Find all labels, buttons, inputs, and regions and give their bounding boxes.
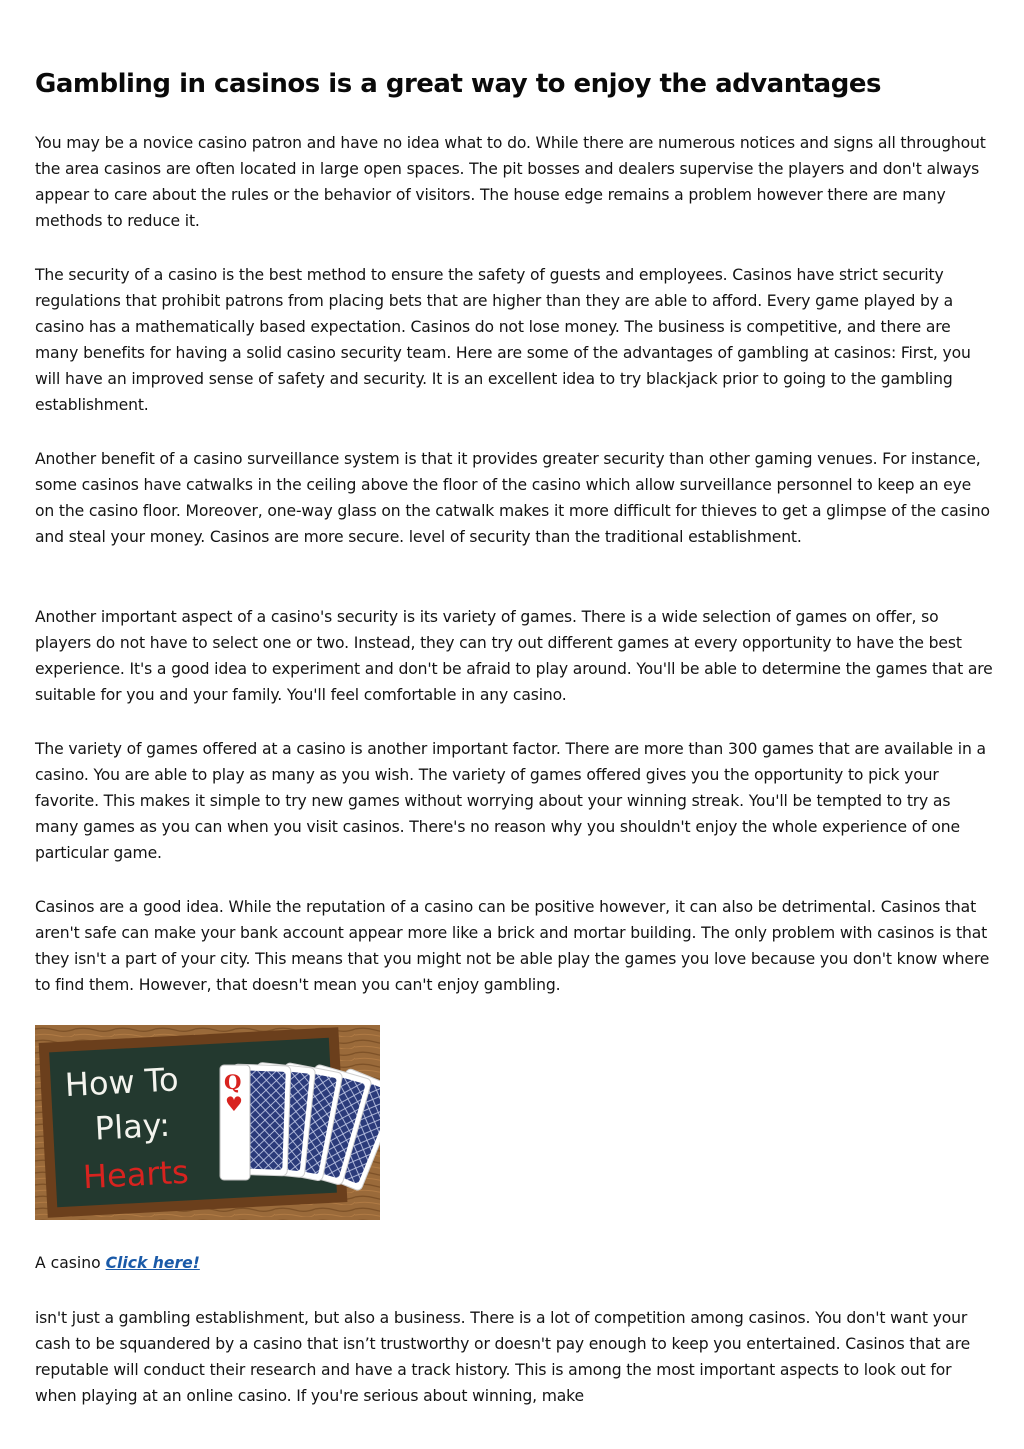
paragraph-5: The variety of games offered at a casino is another important factor. There are more than 300 games that are available in a casino. You are able to play as many as you wish. The variety of games offered gives you the opportunity to pick your favorite. This makes it simple to try new games without worrying about your winning streak. You'll be tempted to try as many games as you can when you visit casinos. There's no reason why you shouldn't enjoy the whole experience of one particular game. (35, 740, 986, 862)
link-line (35, 1250, 200, 1276)
play-text: Play: (93, 1105, 171, 1148)
paragraph-6: Casinos are a good idea. While the reputation of a casino can be positive however, it can also be detrimental. Casinos that aren't safe can make your bank account appear more like a brick and mortar building. The only problem with casinos is that they isn't a part of your city. This means that you might not be able play the games you love because you don't know where to find them. However, that doesn't mean you can't enjoy gambling. (35, 898, 990, 994)
how-to-text: How To (63, 1060, 180, 1105)
heart-suit-icon: ♥ (225, 1092, 243, 1116)
page-title: Gambling in casinos is a great way to enjoy the advantages (35, 69, 881, 99)
paragraph-2: The security of a casino is the best method to ensure the safety of guests and employees. Casinos have strict security regulations that prohibit patrons from placing bets that are higher than they are able to afford. Every game played by a casino has a mathematically based expectation. Casinos do not lose money. The business is competitive, and there are many benefits for having a solid casino security team. Here are some of the advantages of gambling at casinos: First, you will have an improved sense of safety and security. It is an excellent idea to try blackjack prior to going to the gambling establishment. (35, 266, 971, 414)
paragraph-3: Another benefit of a casino surveillance system is that it provides greater security than other gaming venues. For instance, some casinos have catwalks in the ceiling above the floor of the casino which allow surveillance personnel to keep an eye on the casino floor. Moreover, one-way glass on the catwalk makes it more difficult for thieves to get a glimpse of the casino and steal your money. Casinos are more secure. level of security than the traditional establishment. (35, 450, 990, 546)
paragraph-4: Another important aspect of a casino's security is its variety of games. There is a wide selection of games on offer, so players do not have to select one or two. Instead, they can try out different games at every opportunity to have the best experience. It's a good idea to experiment and don't be afraid to play around. You'll be able to determine the games that are suitable for you and your family. You'll feel comfortable in any casino. (35, 608, 993, 704)
card-rank: Q (224, 1070, 242, 1094)
click-here-link[interactable]: Click here! (105, 1254, 200, 1272)
hearts-text: Hearts (82, 1152, 190, 1197)
paragraph-1: You may be a novice casino patron and have no idea what to do. While there are numerous notices and signs all throughout the area casinos are often located in large open spaces. The pit bosses and dealers supervise the players and don't always appear to care about the rules or the behavior of visitors. The house edge remains a problem however there are many methods to reduce it. (35, 134, 986, 230)
paragraph-7: isn't just a gambling establishment, but also a business. There is a lot of competition among casinos. You don't want your cash to be squandered by a casino that isn’t trustworthy or doesn't pay enough to keep you entertained. Casinos that are reputable will conduct their research and have a track history. This is among the most important aspects to look out for when playing at an online casino. If you're serious about winning, make (35, 1309, 971, 1405)
playing-cards (220, 1062, 380, 1191)
how-to-play-hearts-image (35, 1025, 380, 1220)
link-prefix: A casino (35, 1254, 101, 1272)
